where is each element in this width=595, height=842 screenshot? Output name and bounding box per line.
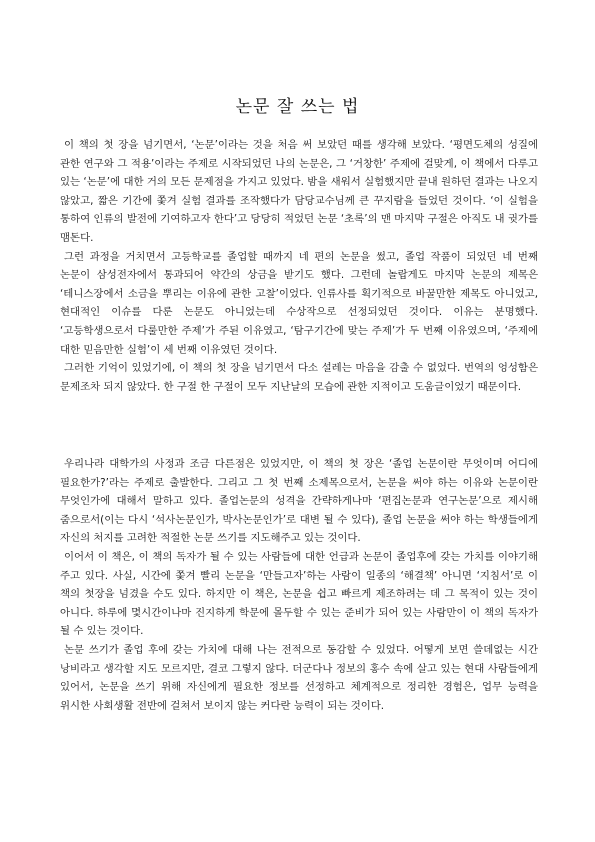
paragraph: 이어서 이 책은, 이 책의 독자가 될 수 있는 사람들에 대한 언급과 논문이 졸업후에 갖는 가치를 이야기해 주고 있다. 사실, 시간에 쫓겨 빨리 논문을 ‘만들고자’하는 사람이 일종의 ‘해결책’ 아니면 ‘지침서’로 이 책의 첫장을 넘겼을 수도 있다. 하지만 이 책은, 논문을 쉽고 빠르게 제조하려는 데 그 목적이 있는 것이 아니다. 하루에 몇시간이나마 진지하게 학문에 몰두할 수 있는 준비가 되어 있는 사람만이 이 책의 독자가 될 수 있는 것이다.: [60, 550, 538, 638]
page-title: 논문 잘 쓰는 법: [235, 97, 360, 117]
paragraph: 그러한 기억이 있었기에, 이 책의 첫 장을 넘기면서 다소 설레는 마음을 감출 수 없었다. 번역의 엉성함은 문제조차 되지 않았다. 한 구절 한 구절이 모두 지난날의 모습에 관한 지적이고 도움글이었기 때문이다.: [60, 362, 538, 393]
paragraph: 그런 과정을 거치면서 고등학교를 졸업할 때까지 네 편의 논문을 썼고, 졸업 작품이 되었던 네 번째 논문이 삼성전자에서 통과되어 약간의 상금을 받기도 했다. 그런데 놀랍게도 마지막 논문의 제목은 ‘테니스장에서 소금을 뿌리는 이유에 관한 고찰’이었다. 인류사를 획기적으로 바꿀만한 제목도 아니었고, 현대적인 이슈를 다룬 논문도 아니었는데 수상작으로 선정되었던 것이다. 이유는 분명했다. ‘고등학생으로서 다룰만한 주제’가 주된 이유였고, ‘탐구기간에 맞는 주제’가 두 번째 이유였으며, ‘주제에 대한 믿음만한 실험’이 세 번째 이유였던 것이다.: [60, 250, 538, 356]
intro-section: [60, 136, 538, 396]
paragraph: 이 책의 첫 장을 넘기면서, ‘논문’이라는 것을 처음 써 보았던 때를 생각해 보았다. ‘평면도체의 성질에 관한 연구와 그 적용’이라는 주제로 시작되었던 나의 논문은, 그 ‘거창한’ 주제에 걸맞게, 이 책에서 다루고 있는 ‘논문’에 대한 거의 모든 문제점을 가지고 있었다. 밤을 새워서 실험했지만 끝내 원하던 결과는 나오지 않았고, 짧은 기간에 쫓겨 실험 결과를 조작했다가 담당교수님께 큰 꾸지람을 들었던 것이다. ‘이 실험을 통하여 인류의 발전에 기여하고자 한다’고 당당히 적었던 논문 ‘초록’의 맨 마지막 구절은 아직도 내 귓가를 맴돈다.: [60, 139, 538, 244]
paragraph: 논문 쓰기가 졸업 후에 갖는 가치에 대해 나는 전적으로 동감할 수 있었다. 어떻게 보면 쓸데없는 시간 낭비라고 생각할 지도 모르지만, 결코 그렇지 않다. 더군다나 정보의 홍수 속에 살고 있는 현대 사람들에게 있어서, 논문을 쓰기 위해 자신에게 필요한 정보를 선정하고 체계적으로 정리한 경험은, 업무 능력을 위시한 사회생활 전반에 걸쳐서 보이지 않는 커다란 능력이 되는 것이다.: [60, 643, 538, 712]
body-section: [60, 455, 538, 715]
paragraph: 우리나라 대학가의 사정과 조금 다른점은 있었지만, 이 책의 첫 장은 ‘졸업 논문이란 무엇이며 어디에 필요한가?’라는 주제로 출발한다. 그리고 그 첫 번째 소제목으로서, 논문을 써야 하는 이유와 논문이란 무엇인가에 대해서 말하고 있다. 졸업논문의 성격을 간략하게나마 ‘편집논문과 연구논문’으로 제시해 줌으로서(이는 다시 ‘석사논문인가, 박사논문인가’로 대변 될 수 있다), 졸업 논문을 써야 하는 학생들에게 자신의 처지를 고려한 적절한 논문 쓰기를 지도해주고 있는 것이다.: [60, 458, 538, 545]
